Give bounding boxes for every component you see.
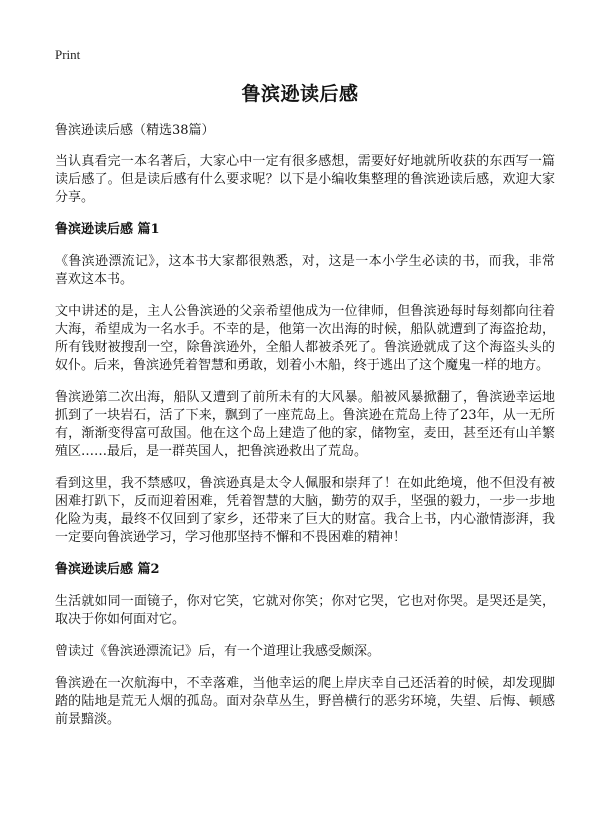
print-link[interactable]: Print <box>55 47 81 62</box>
page-title: 鲁滨逊读后感 <box>241 83 359 105</box>
section-2-paragraph-1: 生活就如同一面镜子，你对它笑，它就对你笑；你对它哭，它也对你哭。是哭还是笑，取决于你如何面对它。 <box>55 594 555 627</box>
section-heading-2: 鲁滨逊读后感 篇2 <box>55 562 160 577</box>
intro-paragraph: 当认真看完一本名著后，大家心中一定有很多感想，需要好好地就所收获的东西写一篇读后感了。但是读后感有什么要求呢？以下是小编收集整理的鲁滨逊读后感，欢迎大家分享。 <box>55 154 555 205</box>
article-subtitle: 鲁滨逊读后感（精选38篇） <box>55 123 215 138</box>
section-1-paragraph-4: 看到这里，我不禁感叹，鲁滨逊真是太令人佩服和崇拜了！在如此绝境，他不但没有被困难打趴下，反而迎着困难，凭着智慧的大脑，勤劳的双手，坚强的毅力，一步一步地化险为夷，最终不仅回到了家乡，还带来了巨大的财富。我合上书，内心澈情澎湃，我一定要向鲁滨逊学习，学习他那坚持不懈和不畏困难的精神！ <box>55 476 555 545</box>
section-heading-1: 鲁滨逊读后感 篇1 <box>55 222 160 237</box>
section-1-paragraph-2: 文中讲述的是，主人公鲁滨逊的父亲希望他成为一位律师，但鲁滨逊每时每刻都向往着大海，希望成为一名水手。不幸的是，他第一次出海的时候，船队就遭到了海盗抢劫，所有钱财被搜刮一空，除鲁滨逊外，全船人都被杀死了。鲁滨逊就成了这个海盗头头的奴仆。后来，鲁滨逊凭着智慧和勇敢，划着小木船，终于逃出了这个魔鬼一样的地方。 <box>55 304 555 373</box>
article-body <box>55 122 555 743</box>
section-2-paragraph-3: 鲁滨逊在一次航海中，不幸落难，当他幸运的爬上岸庆幸自己还活着的时候，却发现脚踏的陆地是荒无人烟的孤岛。面对杂草丛生，野兽横行的恶劣环境，失望、后悔、顿感前景黯淡。 <box>55 676 555 727</box>
section-2-paragraph-2: 曾读过《鲁滨逊漂流记》后，有一个道理让我感受颇深。 <box>55 644 381 659</box>
section-1-paragraph-3: 鲁滨逊第二次出海，船队又遭到了前所未有的大风暴。船被风暴掀翻了，鲁滨逊幸运地抓到了一块岩石，活了下来，飘到了一座荒岛上。鲁滨逊在荒岛上待了23年，从一无所有，渐渐变得富可敌国。他在这个岛上建造了他的家，储物室，麦田，甚至还有山羊繁殖区……最后，是一群英国人，把鲁滨逊救出了荒岛。 <box>55 390 555 459</box>
section-1-paragraph-1: 《鲁滨逊漂流记》，这本书大家都很熟悉，对，这是一本小学生必读的书，而我，非常喜欢这本书。 <box>55 254 555 287</box>
